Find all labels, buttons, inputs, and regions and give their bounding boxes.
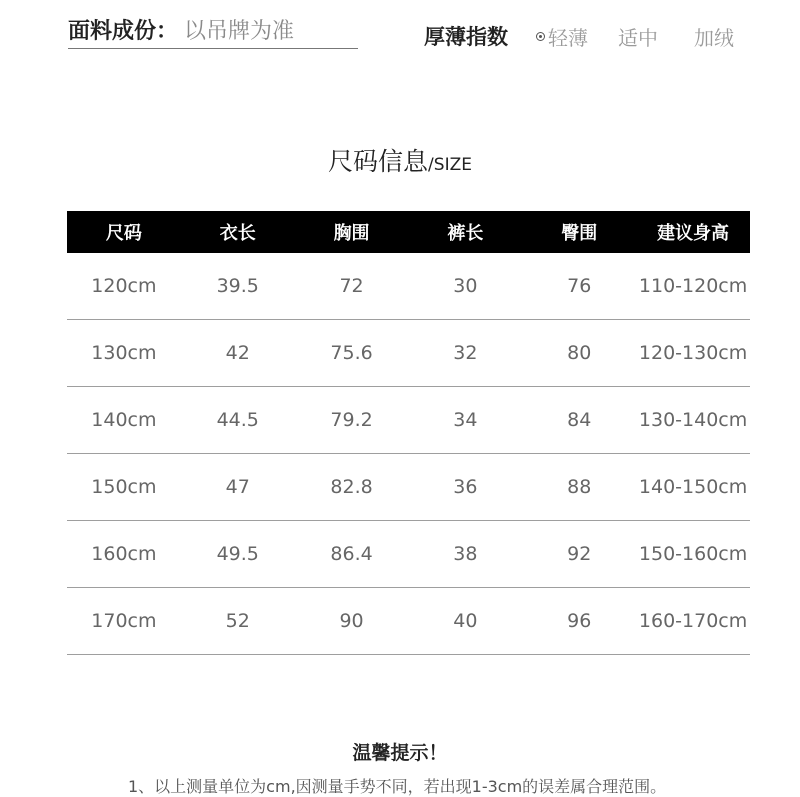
cell-size: 140cm — [67, 387, 181, 454]
cell-top-length: 42 — [181, 320, 295, 387]
thickness-option-fleece — [694, 22, 734, 51]
size-section-title — [0, 142, 800, 178]
cell-hip: 96 — [522, 588, 636, 655]
cell-suggested-height: 130-140cm — [636, 387, 750, 454]
header-pants-length: 裤长 — [408, 211, 522, 253]
table-row — [67, 387, 750, 454]
cell-top-length: 52 — [181, 588, 295, 655]
size-title: 尺码信息 — [328, 147, 429, 176]
header-size: 尺码 — [67, 211, 181, 253]
cell-chest: 90 — [295, 588, 409, 655]
thickness-label: 厚薄指数 — [424, 25, 508, 49]
fabric-composition — [68, 10, 358, 49]
header-suggested-height: 建议身高 — [636, 211, 750, 253]
cell-top-length: 47 — [181, 454, 295, 521]
cell-hip: 84 — [522, 387, 636, 454]
table-row — [67, 521, 750, 588]
cell-suggested-height: 110-120cm — [636, 253, 750, 320]
cell-top-length: 44.5 — [181, 387, 295, 454]
cell-top-length: 49.5 — [181, 521, 295, 588]
cell-suggested-height: 150-160cm — [636, 521, 750, 588]
size-subtitle: /SIZE — [428, 155, 472, 175]
cell-suggested-height: 160-170cm — [636, 588, 750, 655]
cell-hip: 88 — [522, 454, 636, 521]
cell-top-length: 39.5 — [181, 253, 295, 320]
table-header-row — [67, 211, 750, 253]
table-row — [67, 320, 750, 387]
thickness-option-medium — [618, 22, 694, 51]
cell-chest: 72 — [295, 253, 409, 320]
cell-pants-length: 38 — [408, 521, 522, 588]
table-row — [67, 253, 750, 320]
thickness-index — [424, 16, 734, 56]
cell-size: 130cm — [67, 320, 181, 387]
table-row — [67, 588, 750, 655]
cell-size: 150cm — [67, 454, 181, 521]
radio-selected-icon — [536, 32, 545, 41]
header-top-length: 衣长 — [181, 211, 295, 253]
cell-hip: 92 — [522, 521, 636, 588]
tips-line-1: 1、以上测量单位为cm,因测量手势不同，若出现1-3cm的误差属合理范围。 — [128, 777, 667, 796]
cell-chest: 86.4 — [295, 521, 409, 588]
cell-chest: 79.2 — [295, 387, 409, 454]
cell-suggested-height: 140-150cm — [636, 454, 750, 521]
cell-pants-length: 32 — [408, 320, 522, 387]
header-chest: 胸围 — [295, 211, 409, 253]
cell-size: 160cm — [67, 521, 181, 588]
cell-suggested-height: 120-130cm — [636, 320, 750, 387]
thickness-option-medium-label: 适中 — [618, 25, 658, 50]
cell-pants-length: 34 — [408, 387, 522, 454]
cell-hip: 80 — [522, 320, 636, 387]
cell-pants-length: 40 — [408, 588, 522, 655]
thickness-option-light-label: 轻薄 — [548, 25, 588, 50]
cell-hip: 76 — [522, 253, 636, 320]
fabric-label: 面料成份： — [68, 18, 179, 44]
thickness-option-fleece-label: 加绒 — [694, 25, 734, 50]
fabric-value: 以吊牌为准 — [184, 18, 295, 44]
table-row — [67, 454, 750, 521]
cell-chest: 75.6 — [295, 320, 409, 387]
cell-pants-length: 30 — [408, 253, 522, 320]
header-hip: 臀围 — [522, 211, 636, 253]
thickness-option-light — [536, 22, 618, 51]
cell-size: 170cm — [67, 588, 181, 655]
tips-title: 温馨提示！ — [352, 742, 448, 764]
cell-size: 120cm — [67, 253, 181, 320]
cell-chest: 82.8 — [295, 454, 409, 521]
size-table — [67, 211, 750, 655]
cell-pants-length: 36 — [408, 454, 522, 521]
